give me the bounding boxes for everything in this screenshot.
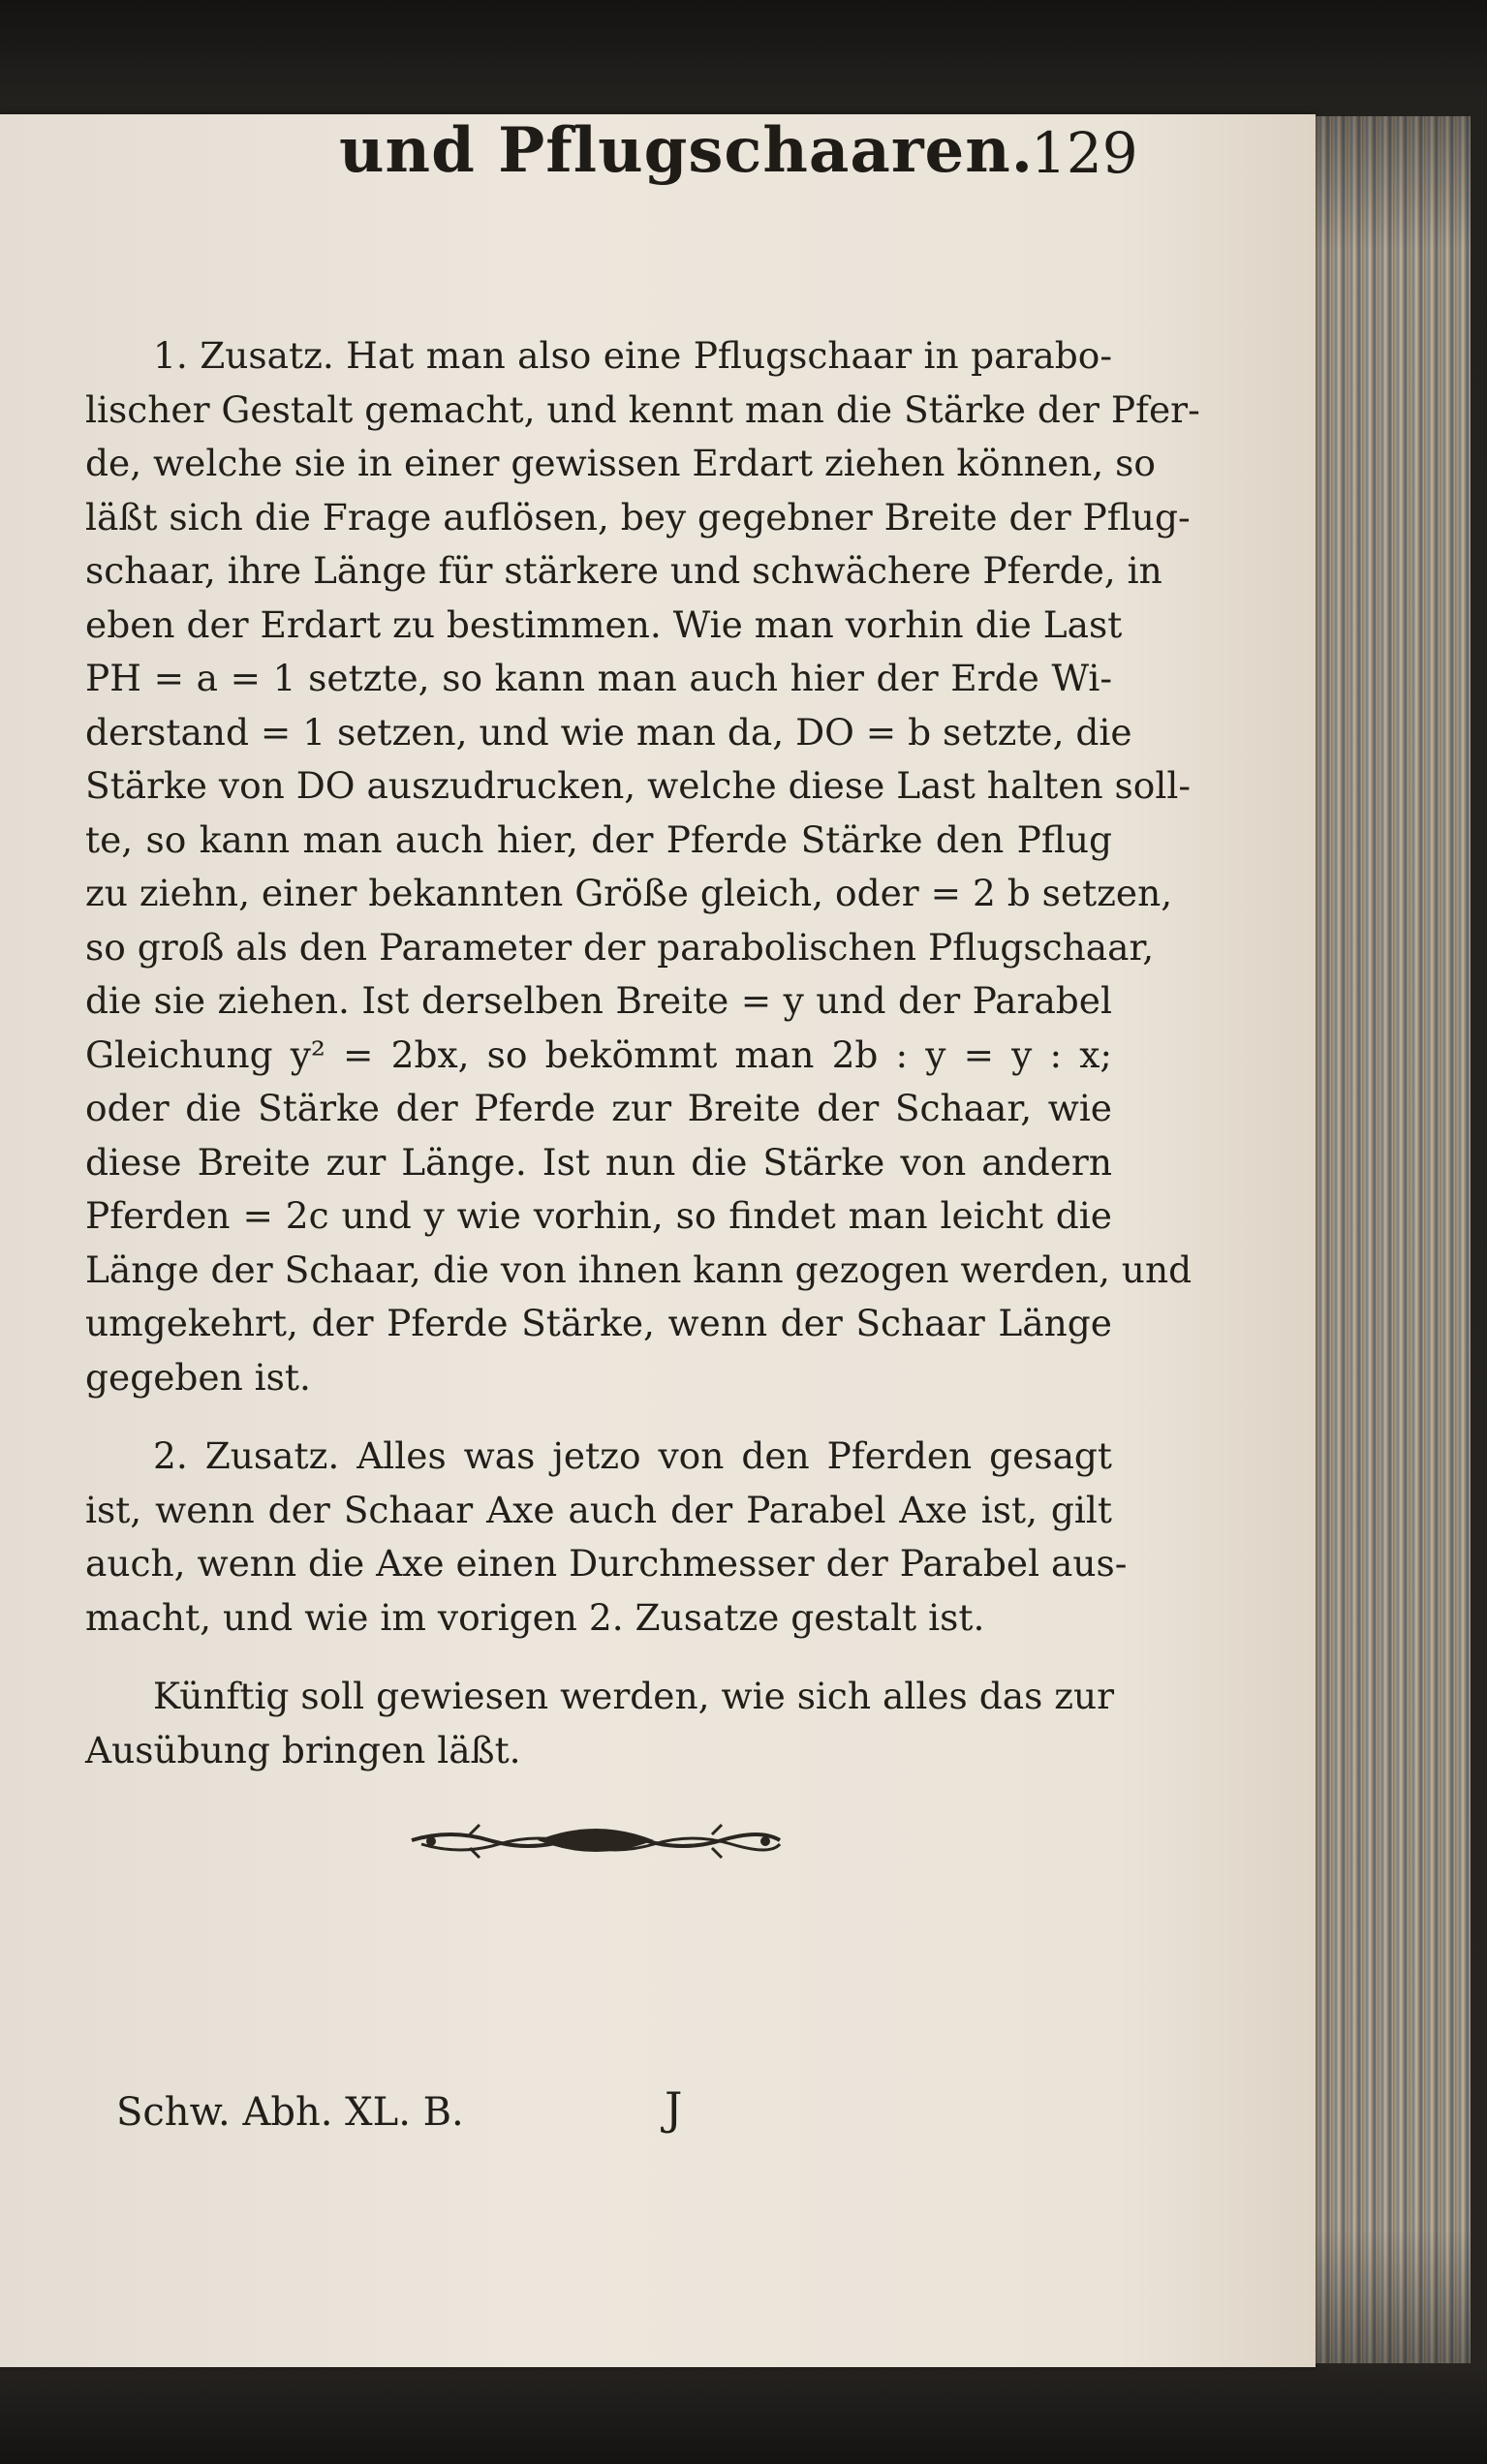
text-line: Länge der Schaar, die von ihnen kann gezogen werden, und [85,1247,1193,1291]
text-line: macht, und wie im vorigen 2. Zusatze gestalt ist. [85,1595,985,1639]
text-line: auch, wenn die Axe einen Durchmesser der Parabel aus- [85,1542,1128,1585]
body-text [85,329,1200,1777]
paragraph-zusatz-2 [85,1430,1128,1645]
text-line: so groß als den Parameter der parabolischen Pflugschaar, [85,925,1155,969]
text-line: zu ziehn, einer bekannten Größe gleich, oder = 2 b setzen, [85,872,1173,914]
text-line: 2. Zusatz. Alles was jetzo von den Pferden gesagt [153,1434,1112,1477]
text-line: eben der Erdart zu bestimmen. Wie man vorhin die Last [85,602,1123,646]
text-line: derstand = 1 setzen, und wie man da, DO = b setzte, die [85,710,1132,754]
text-line: oder die Stärke der Pferde zur Breite der Schaar, wie [85,1087,1112,1129]
page-number: 129 [1031,120,1138,186]
signature-mark: Schw. Abh. XL. B. [116,2090,464,2135]
ornament-divider [392,1811,799,1869]
text-line: te, so kann man auch hier, der Pferde Stärke den Pflug [85,817,1112,861]
text-line: Gleichung y² = 2bx, so bekömmt man 2b : y = y : x; [85,1032,1112,1076]
text-line: diese Breite zur Länge. Ist nun die Stärke von andern [85,1140,1112,1184]
text-line: Stärke von DO auszudrucken, welche diese Last halten soll- [85,764,1192,807]
text-line: umgekehrt, der Pferde Stärke, wenn der Schaar Länge [85,1302,1112,1344]
text-line: läßt sich die Frage auflösen, bey gegebner Breite der Pflug- [85,495,1191,539]
text-line: Ausübung bringen läßt. [85,1728,521,1771]
paragraph-zusatz-1 [85,329,1200,1404]
text-line: schaar, ihre Länge für stärkere und schwächere Pferde, in [85,549,1162,592]
text-line: lischer Gestalt gemacht, und kennt man die Stärke der Pfer- [85,387,1200,431]
running-head: und Pflugschaaren. [339,114,1035,187]
text-line: de, welche sie in einer gewissen Erdart ziehen können, so [85,442,1156,484]
catchword: J [665,2082,683,2135]
text-line: gegeben ist. [85,1355,311,1399]
text-line: 1. Zusatz. Hat man also eine Pflugschaar in parabo- [153,334,1112,377]
text-line: die sie ziehen. Ist derselben Breite = y und der Parabel [85,979,1112,1022]
page-edges [1316,116,1471,2363]
text-line: Pferden = 2c und y wie vorhin, so findet man leicht die [85,1194,1112,1237]
text-line: PH = a = 1 setzte, so kann man auch hier der Erde Wi- [85,657,1112,699]
text-line: ist, wenn der Schaar Axe auch der Parabel Axe ist, gilt [85,1488,1112,1531]
paragraph-closing [85,1670,1115,1777]
text-line: Künftig soll gewiesen werden, wie sich alles das zur [153,1675,1115,1717]
